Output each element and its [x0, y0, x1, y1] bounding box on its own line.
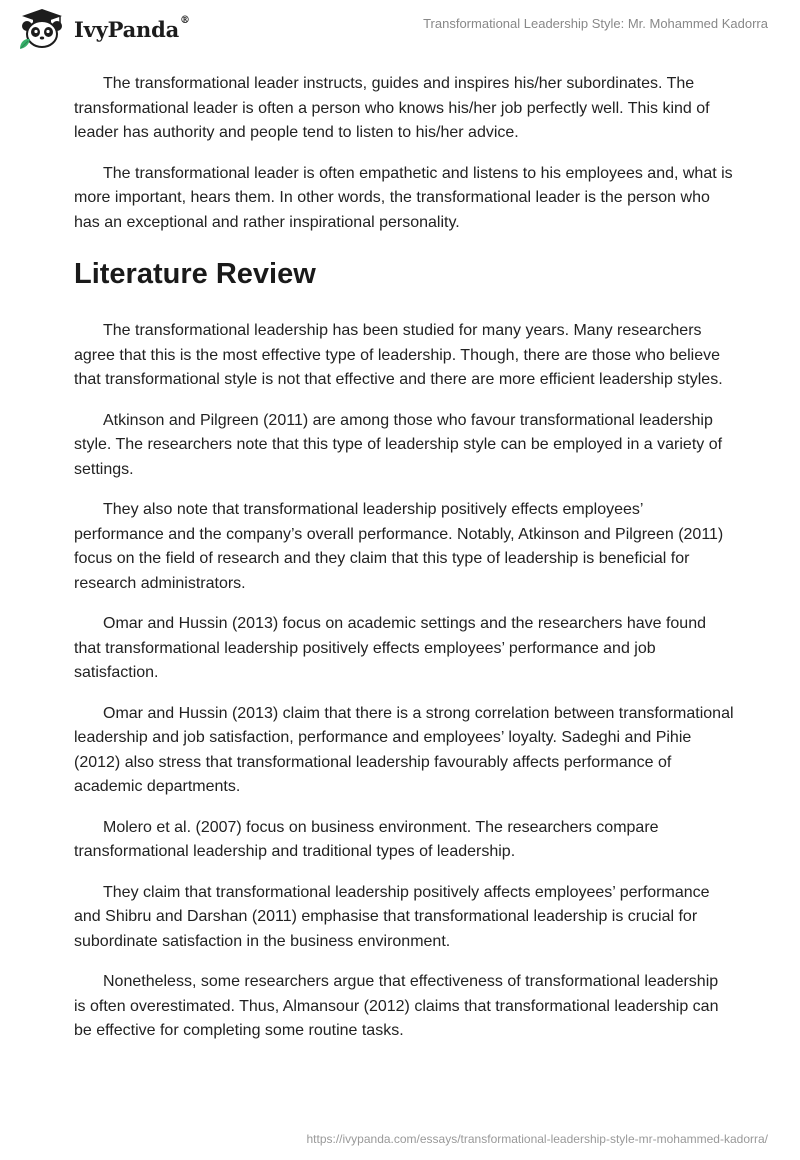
- article-body: [74, 72, 734, 1060]
- paragraph: They claim that transformational leadership positively affects employees’ performance and Shibru and Darshan (2011) emphasise that transformational leadership is crucial for subordinate satisfaction in the business environment.: [74, 883, 710, 950]
- panda-graduate-icon: [16, 7, 68, 51]
- paragraph: Omar and Hussin (2013) focus on academic settings and the researchers have found that transformational leadership positively effects employees’ performance and job satisfaction.: [74, 615, 706, 681]
- page-header: [0, 0, 800, 70]
- paragraph: Atkinson and Pilgreen (2011) are among those who favour transformational leadership style. The researchers note that this type of leadership style can be employed in a variety of settings.: [74, 411, 723, 478]
- paragraph: The transformational leadership has been studied for many years. Many researchers agree that this is the most effective type of leadership. Though, there are those who believe that transformational style is not that effective and there are more efficient leadership styles.: [74, 322, 723, 388]
- paragraph: Omar and Hussin (2013) claim that there is a strong correlation between transformational leadership and job satisfaction, performance and employees’ loyalty. Sadeghi and Pihie (2012) also stress that transformational leadership favourably affects performance of academic departments.: [74, 704, 734, 795]
- registered-mark: ®: [180, 14, 190, 26]
- paragraph: The transformational leader is often empathetic and listens to his employees and, what is more important, hears them. In other words, the transformational leader is the person who has an exceptional and rather inspirational personality.: [74, 164, 733, 231]
- brand-name: IvyPanda®: [74, 14, 190, 42]
- source-url-link[interactable]: https://ivypanda.com/essays/transformational-leadership-style-mr-mohammed-kadorra/: [306, 1132, 768, 1146]
- paragraph: The transformational leader instructs, guides and inspires his/her subordinates. The transformational leader is often a person who knows his/her job perfectly well. This kind of leader has authority and people tend to listen to his/her advice.: [74, 75, 710, 141]
- paragraph: Molero et al. (2007) focus on business environment. The researchers compare transformational leadership and traditional types of leadership.: [74, 818, 659, 860]
- paragraph: Nonetheless, some researchers argue that effectiveness of transformational leadership is often overestimated. Thus, Almansour (2012) claims that transformational leadership can be effective for completing some routine tasks.: [74, 973, 719, 1039]
- section-heading: Literature Review: [74, 258, 316, 290]
- brand-logo[interactable]: [16, 7, 190, 51]
- document-title: Transformational Leadership Style: Mr. Mohammed Kadorra: [423, 16, 768, 31]
- paragraph: They also note that transformational leadership positively effects employees’ performance and the company’s overall performance. Notably, Atkinson and Pilgreen (2011) focus on the field of research and they claim that this type of leadership is beneficial for research administrators.: [74, 501, 724, 592]
